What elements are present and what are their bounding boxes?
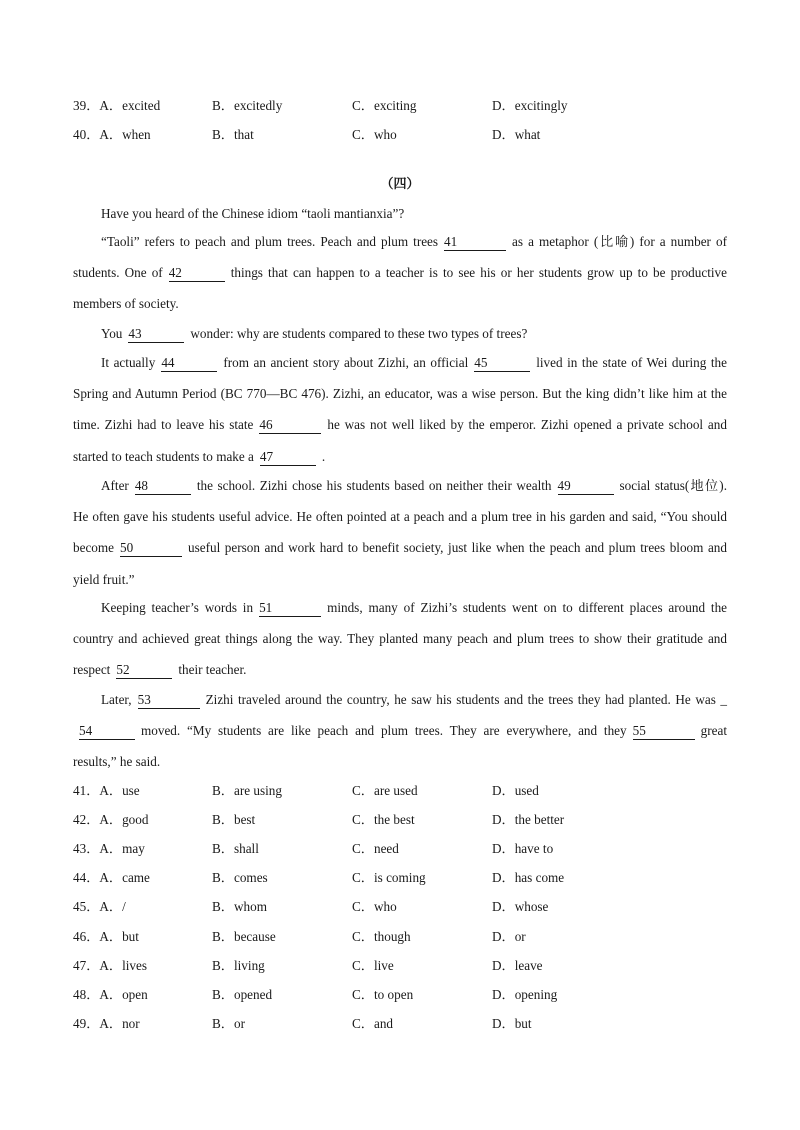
paragraph-text: Later,: [101, 692, 132, 707]
paragraph-text: the school. Zizhi chose his students based on neither their wealth: [196, 478, 552, 493]
passage-paragraph-1: [73, 198, 727, 229]
option-c[interactable]: C．who: [352, 899, 397, 915]
option-a[interactable]: 42．A．good: [73, 812, 149, 828]
paragraph-text: Keeping teacher’s words in: [101, 600, 254, 615]
paragraph-text: useful person and work hard to benefit society, just like when the peach and plum trees bloom and yield fruit.”: [73, 540, 727, 587]
option-d[interactable]: D．have to: [492, 841, 554, 857]
paragraph-text: wonder: why are students compared to these two types of trees?: [190, 326, 528, 341]
option-a[interactable]: 44．A．came: [73, 870, 150, 886]
option-b[interactable]: B．or: [212, 1015, 245, 1031]
option-a[interactable]: 48．A．open: [73, 986, 148, 1002]
option-c[interactable]: C．exciting: [352, 98, 417, 113]
option-d[interactable]: D．used: [492, 783, 539, 798]
option-c[interactable]: C．to open: [352, 986, 414, 1002]
option-b[interactable]: B．opened: [212, 986, 273, 1002]
blank-41[interactable]: 41: [444, 234, 506, 251]
option-b[interactable]: B．best: [212, 812, 256, 828]
blank-54[interactable]: 54: [79, 723, 135, 740]
paragraph-text: Zizhi traveled around the country, he saw his students and the trees they had planted. He was _: [205, 692, 727, 707]
paragraph-text: great results,” he said.: [73, 723, 727, 770]
passage-paragraph-7: [73, 684, 727, 778]
passage-paragraph-5: [73, 470, 727, 595]
section-title: （四）: [380, 176, 420, 191]
passage-paragraph-6: [73, 592, 727, 686]
option-a[interactable]: 46．A．but: [73, 928, 139, 944]
option-a[interactable]: 43．A．may: [73, 841, 145, 857]
blank-50[interactable]: 50: [120, 540, 182, 557]
option-d[interactable]: D．leave: [492, 957, 543, 973]
paragraph-text: “Taoli” refers to peach and plum trees. Peach and plum trees: [101, 234, 439, 249]
option-c[interactable]: C．are used: [352, 783, 418, 798]
paragraph-text: from an ancient story about Zizhi, an official: [223, 355, 469, 370]
option-c[interactable]: C．need: [352, 841, 399, 857]
blank-49[interactable]: 49: [558, 478, 614, 495]
paragraph-text: things that can happen to a teacher is to see his or her students grow up to be productive members of society.: [73, 265, 727, 312]
paragraph-text: Have you heard of the Chinese idiom “taoli mantianxia”?: [101, 206, 405, 221]
option-b[interactable]: B．shall: [212, 841, 259, 857]
paragraph-text: You: [101, 326, 123, 341]
option-c[interactable]: C．live: [352, 957, 394, 973]
paragraph-text: social status(地位). He often gave his students useful advice. He often pointed at a peach and a plum tree in his garden and said, “You should become: [73, 478, 727, 556]
paragraph-text: .: [321, 448, 326, 464]
blank-46[interactable]: 46: [259, 417, 321, 434]
blank-42[interactable]: 42: [169, 265, 225, 282]
option-c[interactable]: C．though: [352, 928, 411, 944]
paragraph-text: It actually: [101, 355, 156, 370]
option-d[interactable]: D．what: [492, 127, 541, 142]
option-a[interactable]: 41．A．use: [73, 783, 140, 798]
passage-paragraph-3: [73, 318, 727, 349]
option-b[interactable]: B．living: [212, 957, 265, 973]
paragraph-text: as a metaphor (比喻) for a number of students. One of: [73, 234, 727, 281]
option-a[interactable]: 45．A．/: [73, 899, 126, 915]
blank-47[interactable]: 47: [260, 449, 316, 466]
option-a[interactable]: 40．A．when: [73, 127, 151, 142]
blank-52[interactable]: 52: [116, 662, 172, 679]
paragraph-text: moved. “My students are like peach and plum trees. They are everywhere, and they: [141, 723, 627, 739]
blank-48[interactable]: 48: [135, 478, 191, 495]
option-b[interactable]: B．whom: [212, 899, 267, 915]
option-d[interactable]: D．whose: [492, 899, 549, 915]
option-b[interactable]: B．comes: [212, 870, 268, 886]
paragraph-text: minds, many of Zizhi’s students went on to different places around the country and achieved great things along the way. They planted many peach and plum trees to show their gratitude and respect: [73, 600, 728, 678]
option-b[interactable]: B．because: [212, 928, 276, 944]
option-d[interactable]: D．opening: [492, 986, 558, 1002]
option-a[interactable]: 49．A．nor: [73, 1015, 140, 1031]
paragraph-text: After: [101, 478, 129, 493]
option-d[interactable]: D．has come: [492, 870, 565, 886]
option-c[interactable]: C．is coming: [352, 870, 426, 886]
blank-45[interactable]: 45: [474, 355, 530, 372]
blank-44[interactable]: 44: [161, 355, 217, 372]
option-a[interactable]: 47．A．lives: [73, 957, 147, 973]
option-d[interactable]: D．but: [492, 1015, 532, 1031]
blank-55[interactable]: 55: [633, 723, 695, 740]
paragraph-text: he was not well liked by the emperor. Zizhi opened a private school and started to teach students to make a: [73, 417, 727, 464]
paragraph-text: their teacher.: [178, 662, 247, 678]
passage-paragraph-2: [73, 226, 727, 320]
option-b[interactable]: B．are using: [212, 783, 282, 798]
option-c[interactable]: C．and: [352, 1015, 394, 1031]
option-d[interactable]: D．the better: [492, 812, 565, 828]
option-c[interactable]: C．who: [352, 127, 397, 142]
blank-51[interactable]: 51: [259, 600, 321, 617]
paragraph-text: lived in the state of Wei during the Spring and Autumn Period (BC 770—BC 476). Zizhi, an educator, was a wise person. But the king didn’t like him at the time. Zizhi had to leave his state: [73, 355, 727, 433]
option-b[interactable]: B．that: [212, 127, 254, 142]
option-c[interactable]: C．the best: [352, 812, 415, 828]
option-d[interactable]: D．excitingly: [492, 98, 568, 113]
blank-43[interactable]: 43: [128, 326, 184, 343]
option-a[interactable]: 39．A．excited: [73, 98, 161, 113]
blank-53[interactable]: 53: [138, 692, 200, 709]
option-d[interactable]: D．or: [492, 928, 526, 944]
option-b[interactable]: B．excitedly: [212, 98, 283, 113]
passage-paragraph-4: [73, 347, 727, 472]
